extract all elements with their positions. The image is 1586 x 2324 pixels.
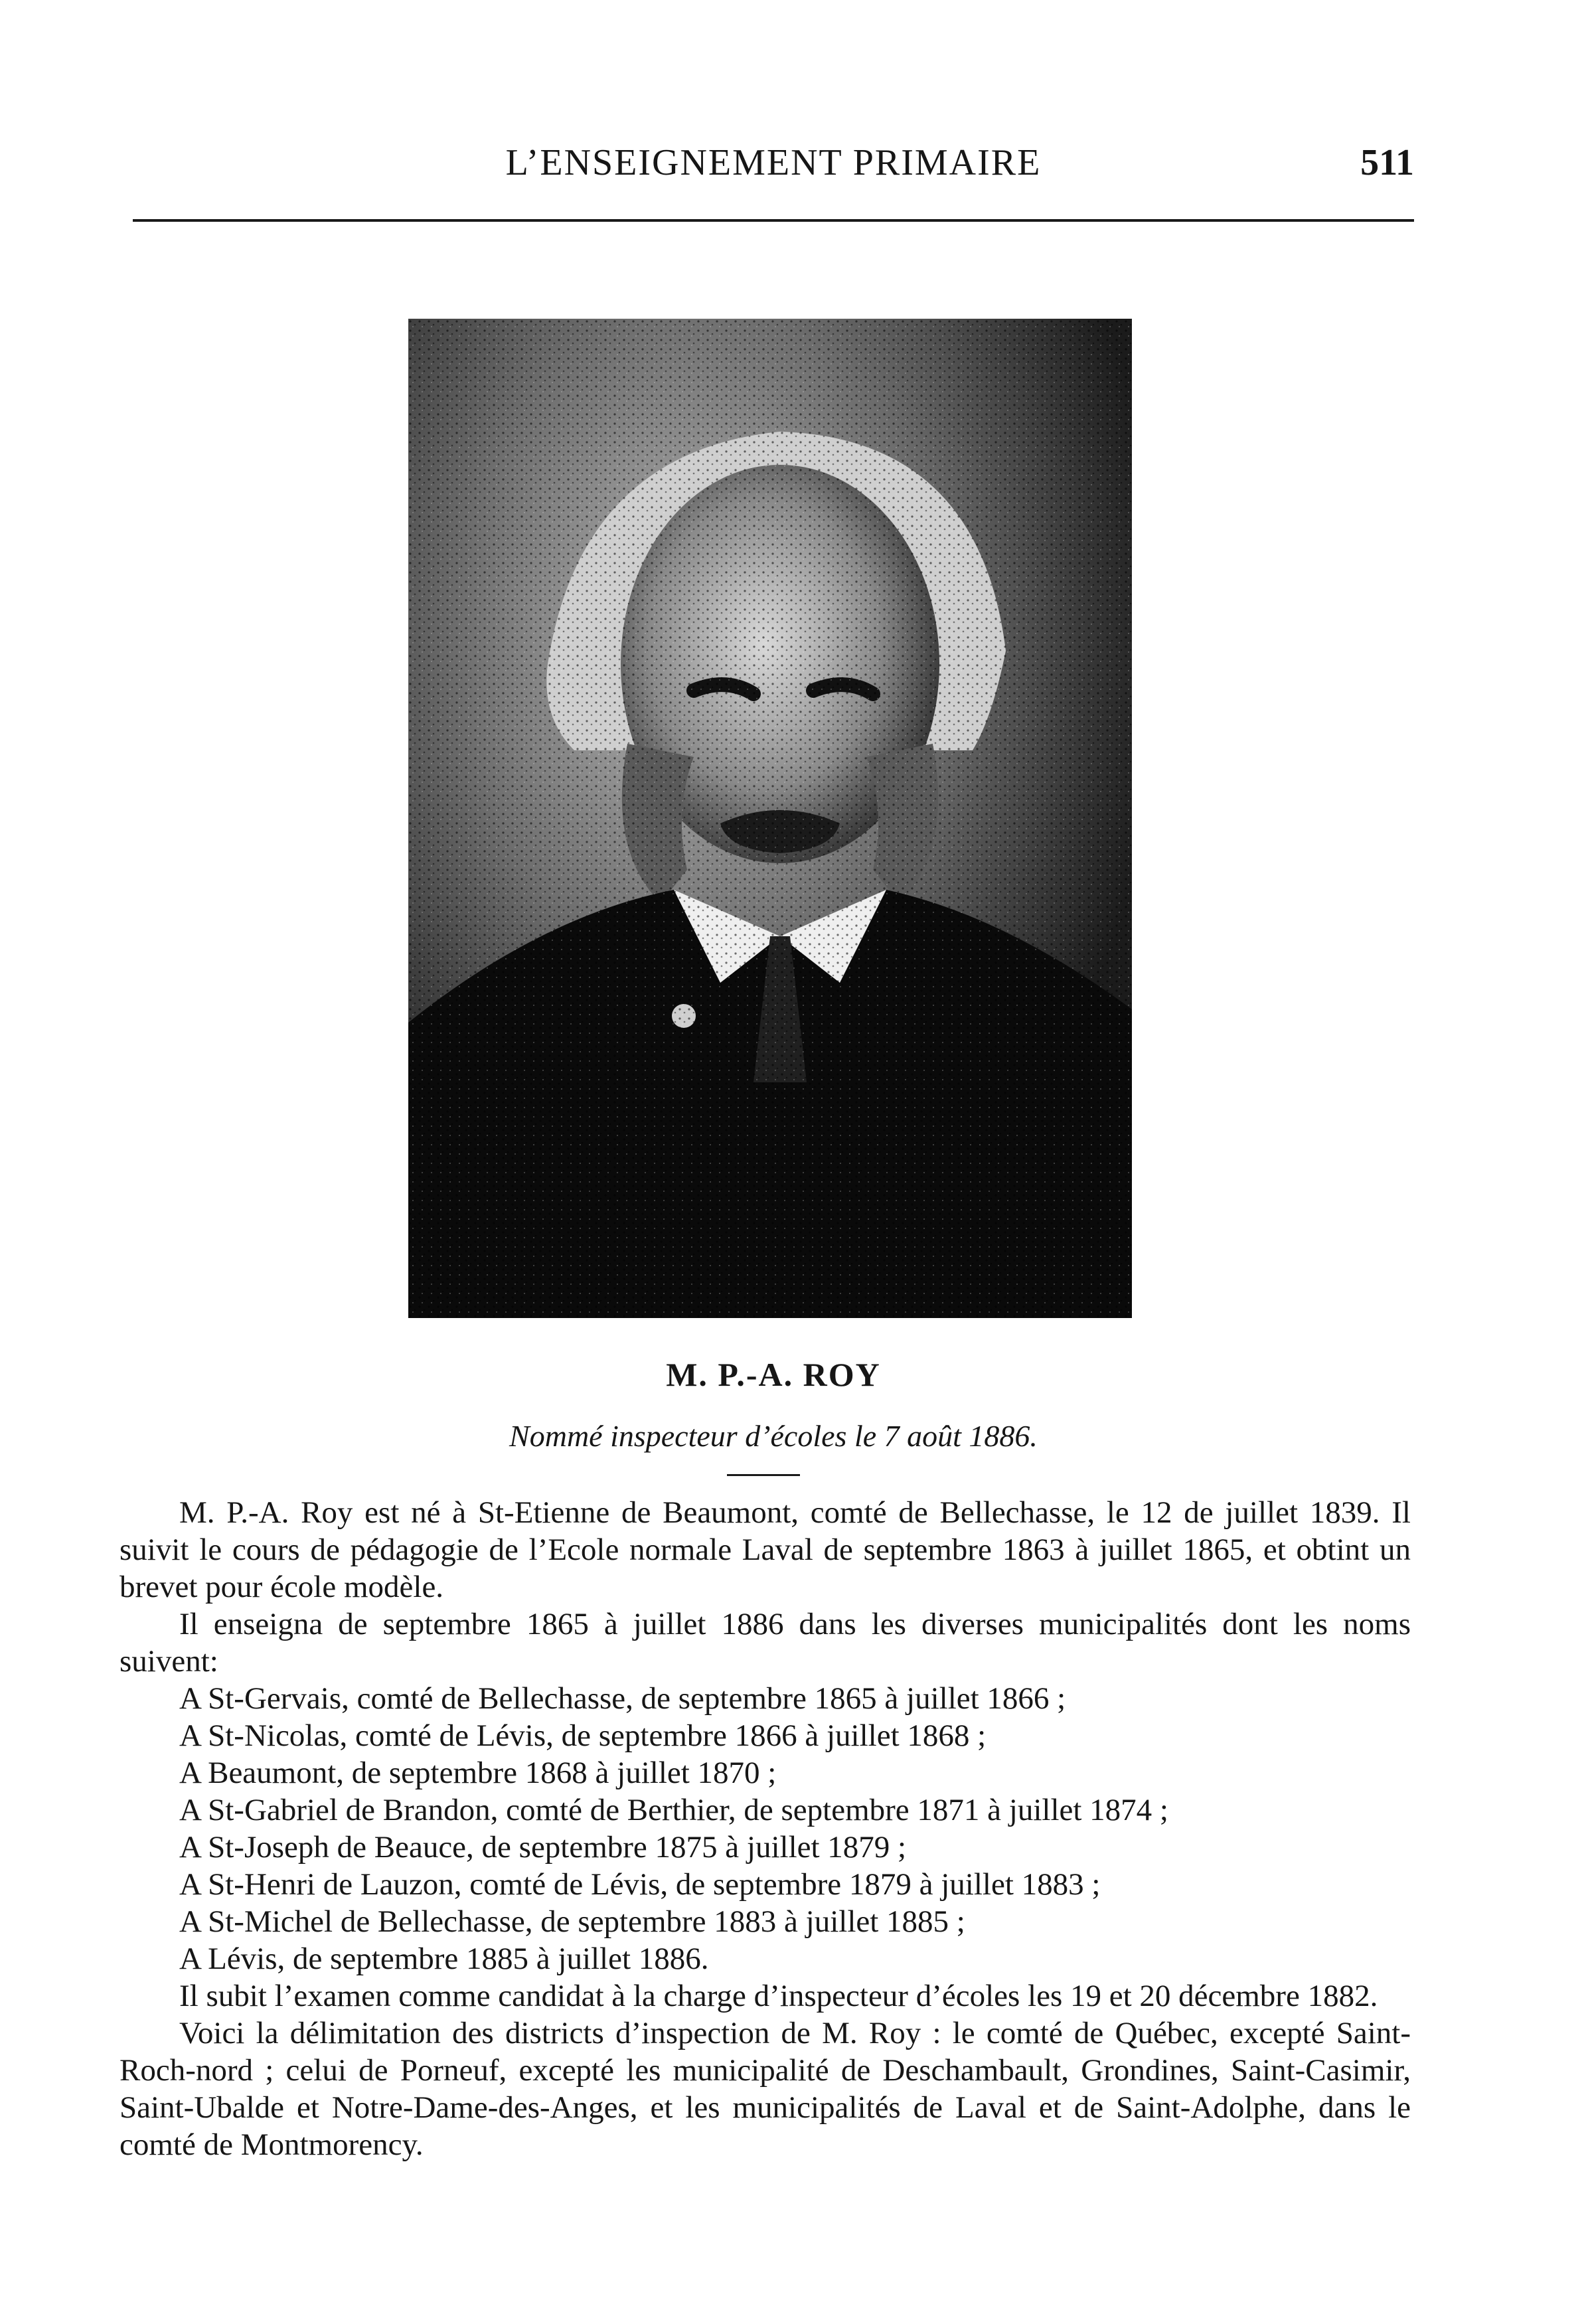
portrait-illustration (408, 319, 1132, 1318)
list-item: A St-Nicolas, comté de Lévis, de septembre 1866 à juillet 1868 ; (179, 1718, 987, 1753)
caption-subtitle: Nommé inspecteur d’écoles le 7 août 1886. (509, 1419, 1038, 1453)
body-text (119, 1494, 1411, 2163)
paragraph-districts: Voici la délimitation des districts d’inspection de M. Roy : le comté de Québec, excepté Saint-Roch-nord ; celui de Porneuf, excepté les municipalité de Deschambault, Grondines, Saint-Casimir, Saint-Ubalde et Notre-Dame-des-Anges, et les municipalités de Laval et de Saint-Adolphe, dans le comté de Montmorency. (119, 2016, 1411, 2162)
header-rule (133, 219, 1414, 222)
running-title: L’ENSEIGNEMENT PRIMAIRE (505, 142, 1042, 183)
list-item: A Lévis, de septembre 1885 à juillet 1886. (179, 1942, 709, 1976)
paragraph-teaching: Il enseigna de septembre 1865 à juillet 1886 dans les diverses municipalités dont les noms suivent: (119, 1607, 1411, 1679)
postings-list (119, 1680, 1411, 1977)
list-item: A St-Michel de Bellechasse, de septembre 1883 à juillet 1885 ; (179, 1904, 965, 1939)
caption-name: M. P.-A. ROY (666, 1356, 881, 1393)
list-item: A St-Henri de Lauzon, comté de Lévis, de septembre 1879 à juillet 1883 ; (179, 1867, 1101, 1902)
list-item: A St-Gervais, comté de Bellechasse, de septembre 1865 à juillet 1866 ; (179, 1681, 1066, 1716)
list-item: A Beaumont, de septembre 1868 à juillet 1870 ; (179, 1756, 777, 1790)
caption-rule (727, 1474, 800, 1476)
paragraph-birth: M. P.-A. Roy est né à St-Etienne de Beaumont, comté de Bellechasse, le 12 de juillet 1839. Il suivit le cours de pédagogie de l’Ecole normale Laval de septembre 1863 à juillet 1865, et obtint un brevet pour école modèle. (119, 1495, 1411, 1604)
paragraph-examination: Il subit l’examen comme candidat à la charge d’inspecteur d’écoles les 19 et 20 décembre 1882. (179, 1979, 1378, 2013)
page-number: 511 (1360, 142, 1414, 183)
running-head (133, 136, 1414, 189)
list-item: A St-Gabriel de Brandon, comté de Berthier, de septembre 1871 à juillet 1874 ; (179, 1793, 1168, 1827)
list-item: A St-Joseph de Beauce, de septembre 1875 à juillet 1879 ; (179, 1830, 907, 1865)
portrait-photo (408, 319, 1132, 1318)
